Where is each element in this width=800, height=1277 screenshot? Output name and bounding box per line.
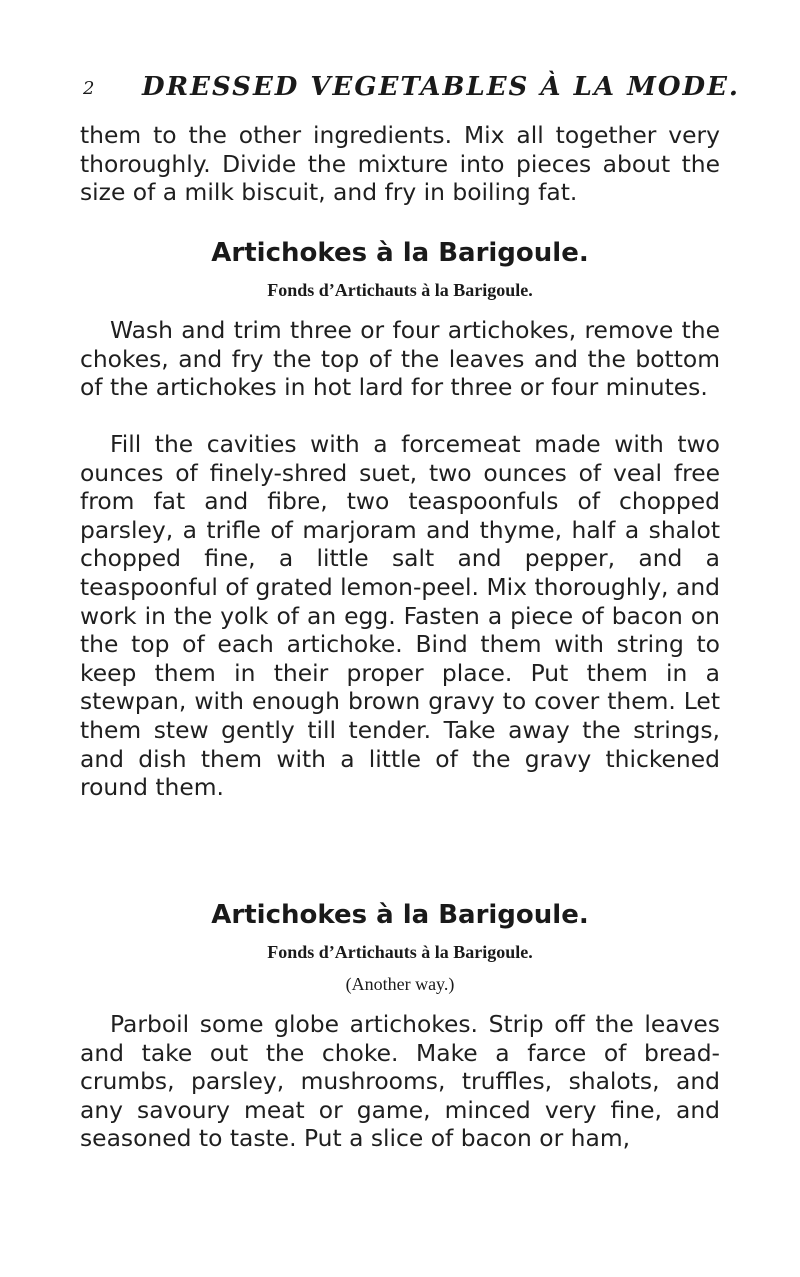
recipe-2-paragraph-1: Parboil some globe artichokes. Strip off the leaves and take out the choke. Make a farce of bread-crumbs, parsley, mushrooms, truffles, shalots, and any savoury meat or game, minced very fine, and seasoned to taste. Put a slice of bacon or ham,: [80, 1010, 720, 1153]
recipe-1-paragraph-1: Wash and trim three or four artichokes, remove the chokes, and fry the top of the leaves and the bottom of the artichokes in hot lard for three or four minutes.: [80, 316, 720, 402]
intro-paragraph: them to the other ingredients. Mix all together very thoroughly. Divide the mixture into pieces about the size of a milk biscuit, and fry in boiling fat.: [80, 121, 720, 207]
recipe-2-title: Artichokes à la Barigoule.: [211, 900, 589, 930]
recipe-1-paragraph-2: Fill the cavities with a forcemeat made with two ounces of finely-shred suet, two ounces of veal free from fat and fibre, two teaspoonfuls of chopped parsley, a trifle of marjoram and thyme, half a shalot chopped fine, a little salt and pepper, and a teaspoonful of grated lemon-peel. Mix thoroughly, and work in the yolk of an egg. Fasten a piece of bacon on the top of each artichoke. Bind them with string to keep them in their proper place. Put them in a stewpan, with enough brown gravy to cover them. Let them stew gently till tender. Take away the strings, and dish them with a little of the gravy thickened round them.: [80, 430, 720, 802]
recipe-2-subtitle: Fonds d’Artichauts à la Barigoule.: [267, 942, 533, 962]
recipe-2-note: (Another way.): [345, 974, 455, 994]
running-head: [80, 64, 740, 104]
page-number: 2: [83, 78, 95, 99]
running-title: DRESSED VEGETABLES À LA MODE.: [142, 72, 740, 102]
recipe-1-title: Artichokes à la Barigoule.: [211, 238, 589, 268]
recipe-1-subtitle: Fonds d’Artichauts à la Barigoule.: [267, 280, 533, 300]
